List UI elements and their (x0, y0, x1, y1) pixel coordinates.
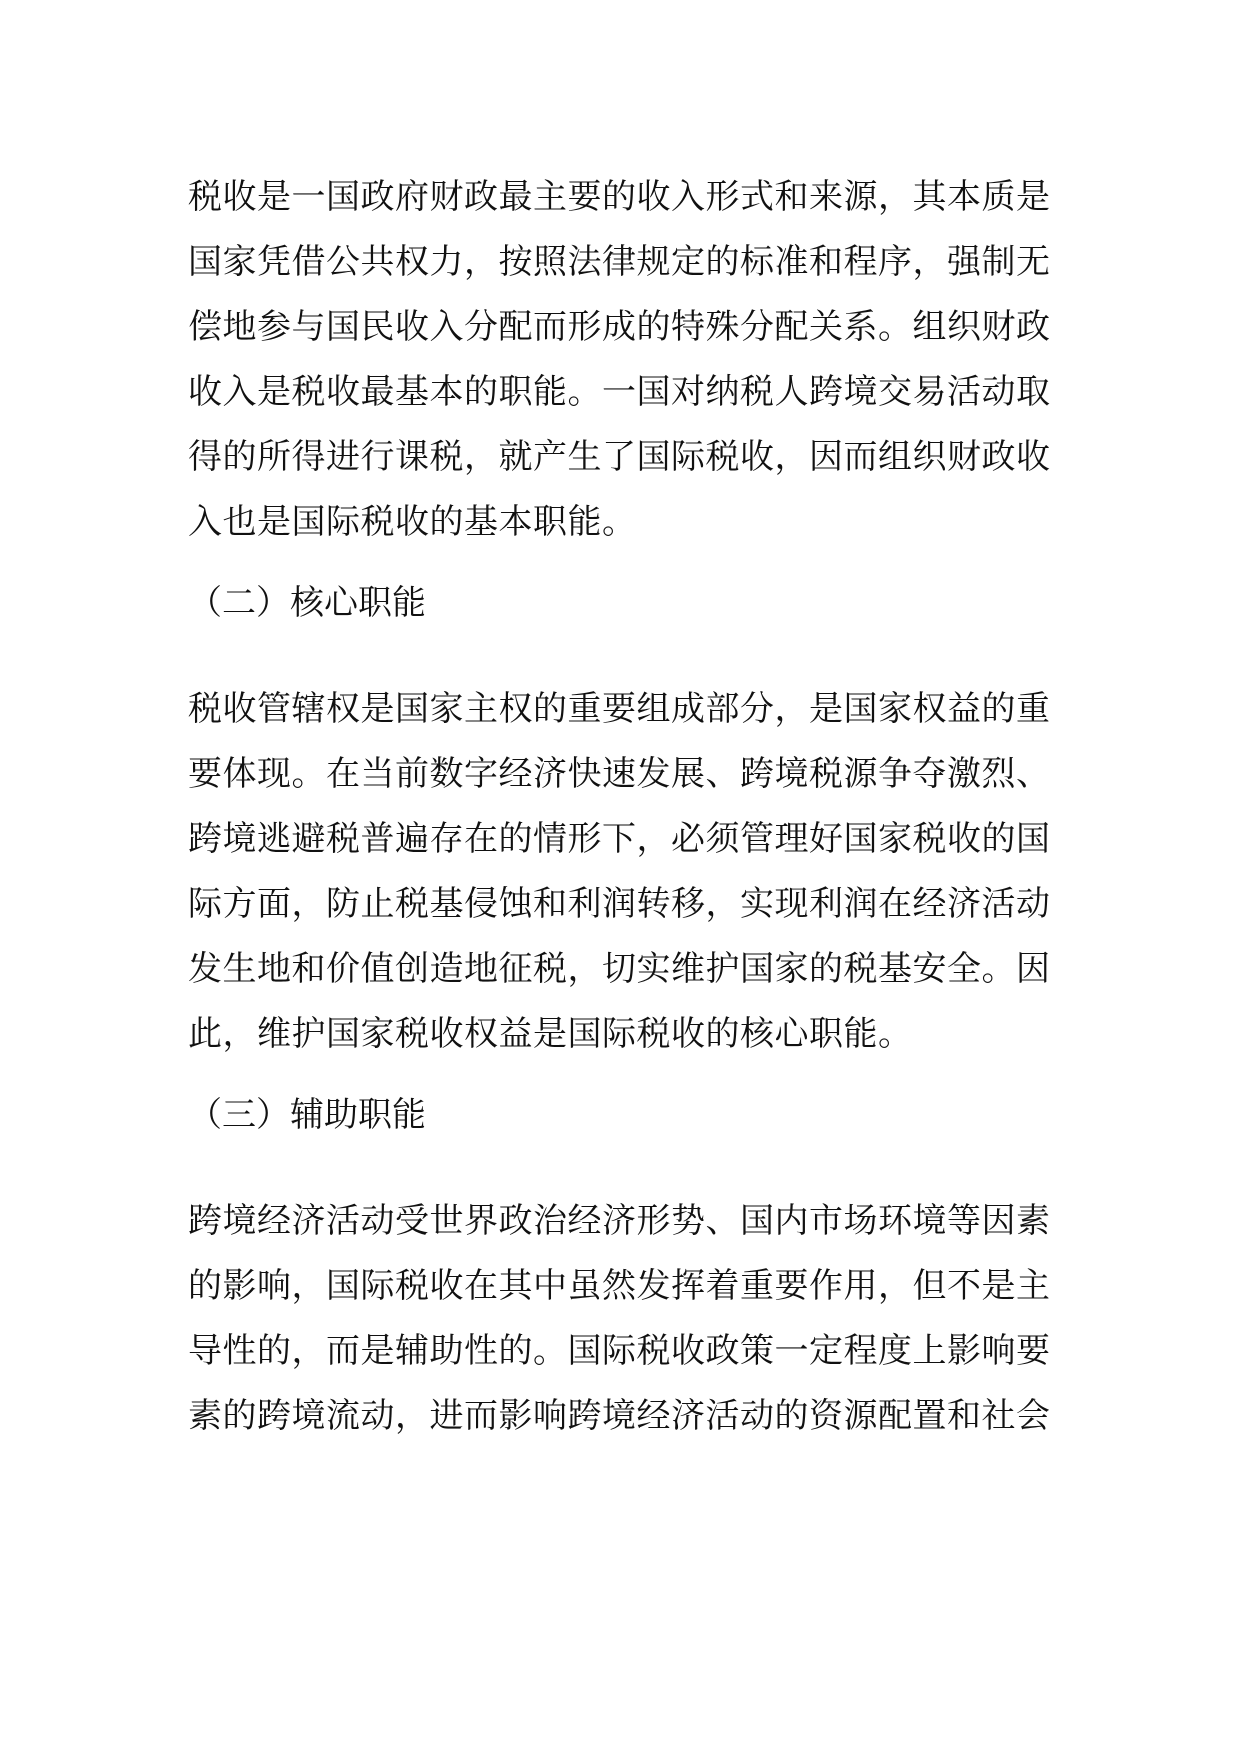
paragraph-line: 发生地和价值创造地征税，切实维护国家的税基安全。因 (188, 949, 1051, 989)
paragraph-line: 要体现。在当前数字经济快速发展、跨境税源争夺激烈、 (188, 754, 1051, 794)
paragraph-line: 导性的，而是辅助性的。国际税收政策一定程度上影响要 (188, 1331, 1051, 1371)
paragraph-line: 际方面，防止税基侵蚀和利润转移，实现利润在经济活动 (188, 884, 1051, 924)
paragraph-line: 收入是税收最基本的职能。一国对纳税人跨境交易活动取 (188, 372, 1051, 412)
paragraph-line: 得的所得进行课税，就产生了国际税收，因而组织财政收 (188, 437, 1051, 477)
paragraph-line: 的影响，国际税收在其中虽然发挥着重要作用，但不是主 (188, 1266, 1051, 1306)
paragraph-line: 税收管辖权是国家主权的重要组成部分，是国家权益的重 (188, 689, 1051, 729)
paragraph-line: 入也是国际税收的基本职能。 (188, 502, 637, 542)
paragraph-line: 跨境逃避税普遍存在的情形下，必须管理好国家税收的国 (188, 819, 1051, 859)
paragraph-auxiliary-function (188, 1189, 1051, 1449)
section-heading-core-function: （二）核心职能 (188, 583, 426, 623)
paragraph-line: 素的跨境流动，进而影响跨境经济活动的资源配置和社会 (188, 1396, 1051, 1436)
paragraph-line: 税收是一国政府财政最主要的收入形式和来源，其本质是 (188, 177, 1051, 217)
paragraph-basic-function (188, 165, 1051, 555)
section-heading-auxiliary-function: （三）辅助职能 (188, 1095, 426, 1135)
paragraph-line: 跨境经济活动受世界政治经济形势、国内市场环境等因素 (188, 1201, 1051, 1241)
paragraph-core-function (188, 677, 1051, 1067)
paragraph-line: 国家凭借公共权力，按照法律规定的标准和程序，强制无 (188, 242, 1051, 282)
paragraph-line: 偿地参与国民收入分配而形成的特殊分配关系。组织财政 (188, 307, 1051, 347)
paragraph-line: 此，维护国家税收权益是国际税收的核心职能。 (188, 1014, 913, 1054)
